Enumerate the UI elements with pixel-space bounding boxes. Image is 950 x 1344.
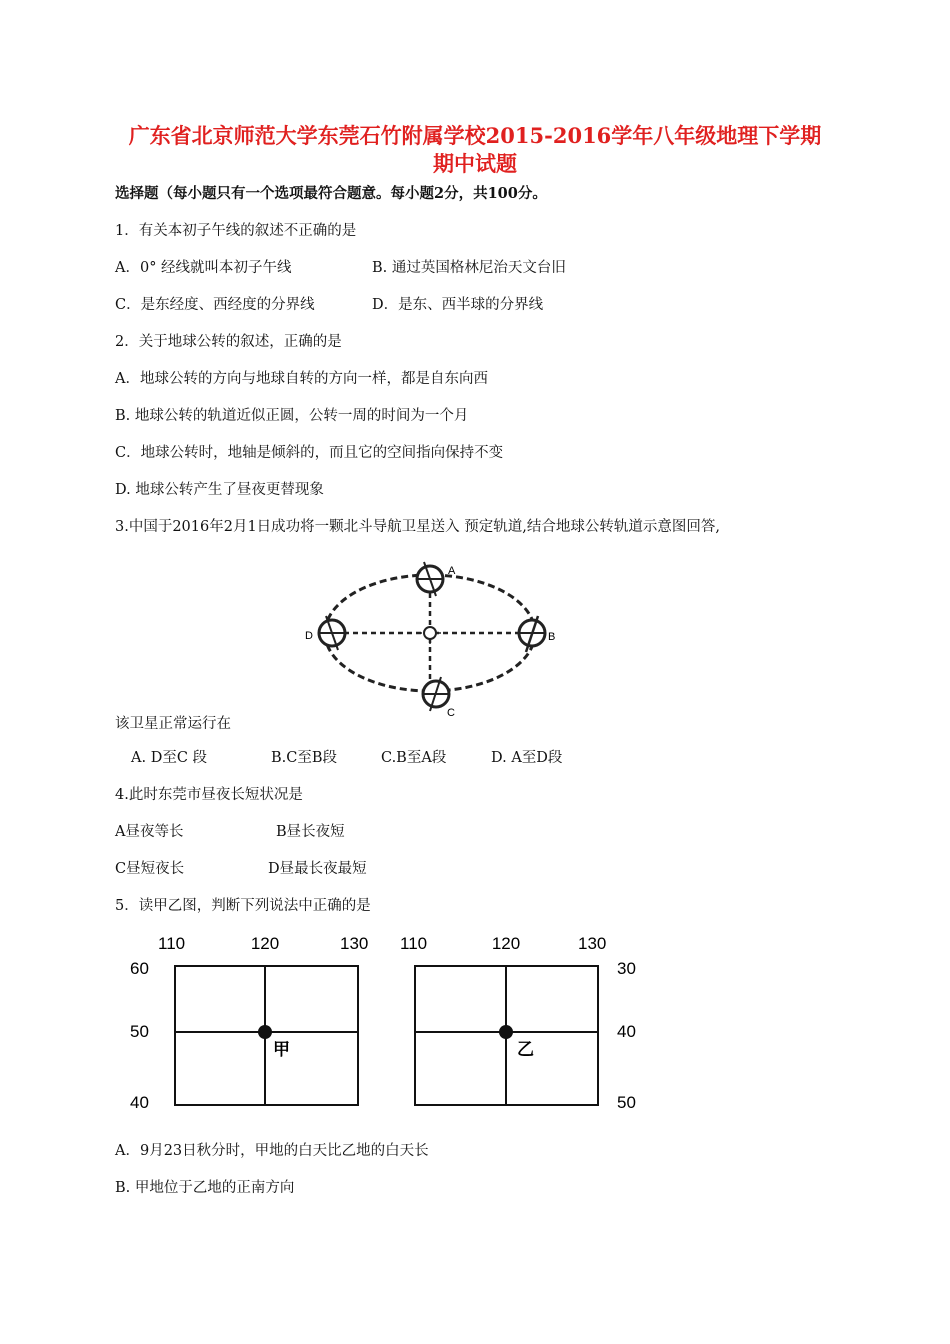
q1-option-a: A．0° 经线就叫本初子午线 — [115, 260, 292, 276]
earth-position-a — [417, 562, 443, 596]
q5-option-a: A．9月23日秋分时，甲地的白天比乙地的白天长 — [115, 1143, 429, 1159]
yi-lon-130: 130 — [578, 934, 607, 953]
earth-position-d — [319, 616, 345, 650]
exam-title-line2: 期中试题 — [433, 151, 517, 176]
q1-option-d: D．是东、西半球的分界线 — [372, 297, 544, 313]
q4-option-d: D昼最长夜最短 — [268, 861, 367, 877]
q3-option-d: D. A至D段 — [491, 750, 563, 766]
orbit-label-b: B — [548, 631, 556, 643]
yi-lon-110: 110 — [400, 934, 428, 953]
jia-lon-110: 110 — [158, 934, 186, 953]
q5-stem: 5．读甲乙图，判断下列说法中正确的是 — [115, 898, 371, 914]
lat-lon-grid-jia — [125, 928, 375, 1113]
earth-orbit-diagram — [295, 548, 575, 723]
jia-lat-40: 40 — [130, 1093, 149, 1112]
earth-position-b — [519, 616, 545, 652]
q1-option-b: B. 通过英国格林尼治天文台旧 — [372, 260, 566, 276]
section-header: 选择题（每小题只有一个选项最符合题意。每小题2分，共100分。 — [115, 185, 547, 202]
jia-lat-50: 50 — [130, 1022, 149, 1041]
point-yi-label: 乙 — [517, 1040, 534, 1059]
q2-option-c: C．地球公转时，地轴是倾斜的，而且它的空间指向保持不变 — [115, 445, 504, 461]
q2-option-b: B. 地球公转的轨道近似正圆，公转一周的时间为一个月 — [115, 408, 469, 424]
q3-option-a: A. D至C 段 — [131, 750, 208, 766]
q5-option-b: B. 甲地位于乙地的正南方向 — [115, 1180, 295, 1196]
q2-option-d: D. 地球公转产生了昼夜更替现象 — [115, 482, 324, 498]
jia-lon-130: 130 — [340, 934, 369, 953]
yi-lat-40: 40 — [617, 1022, 636, 1041]
orbit-label-a: A — [448, 565, 456, 577]
q3-option-c: C.B至A段 — [381, 750, 447, 766]
earth-position-c — [423, 677, 449, 711]
yi-lat-50: 50 — [617, 1093, 636, 1112]
q1-stem: 1．有关本初子午线的叙述不正确的是 — [115, 223, 357, 239]
jia-lat-60: 60 — [130, 959, 149, 978]
q4-option-c: C昼短夜长 — [115, 861, 185, 877]
yi-lat-30: 30 — [617, 959, 636, 978]
orbit-label-d: D — [305, 630, 313, 642]
point-yi — [499, 1025, 513, 1039]
exam-title-line1: 广东省北京师范大学东莞石竹附属学校2015-2016学年八年级地理下学期 — [128, 123, 822, 148]
point-jia — [258, 1025, 272, 1039]
orbit-label-c: C — [447, 707, 455, 719]
q3-stem: 3.中国于2016年2月1日成功将一颗北斗导航卫星送入 预定轨道,结合地球公转轨道示意图回答, — [115, 519, 721, 535]
point-jia-label: 甲 — [273, 1040, 290, 1059]
q4-stem: 4.此时东莞市昼夜长短状况是 — [115, 787, 303, 803]
q1-option-c: C．是东经度、西经度的分界线 — [115, 297, 315, 313]
q2-option-a: A．地球公转的方向与地球自转的方向一样，都是自东向西 — [115, 371, 488, 387]
q3-follow-text: 该卫星正常运行在 — [115, 716, 231, 732]
lat-lon-grid-yi — [395, 928, 655, 1113]
yi-lon-120: 120 — [491, 934, 521, 953]
jia-lon-120: 120 — [250, 934, 280, 953]
q4-option-b: B昼长夜短 — [276, 824, 345, 840]
q3-option-b: B.C至B段 — [271, 750, 338, 766]
q4-option-a: A昼夜等长 — [115, 824, 184, 840]
q2-stem: 2．关于地球公转的叙述，正确的是 — [115, 334, 342, 350]
